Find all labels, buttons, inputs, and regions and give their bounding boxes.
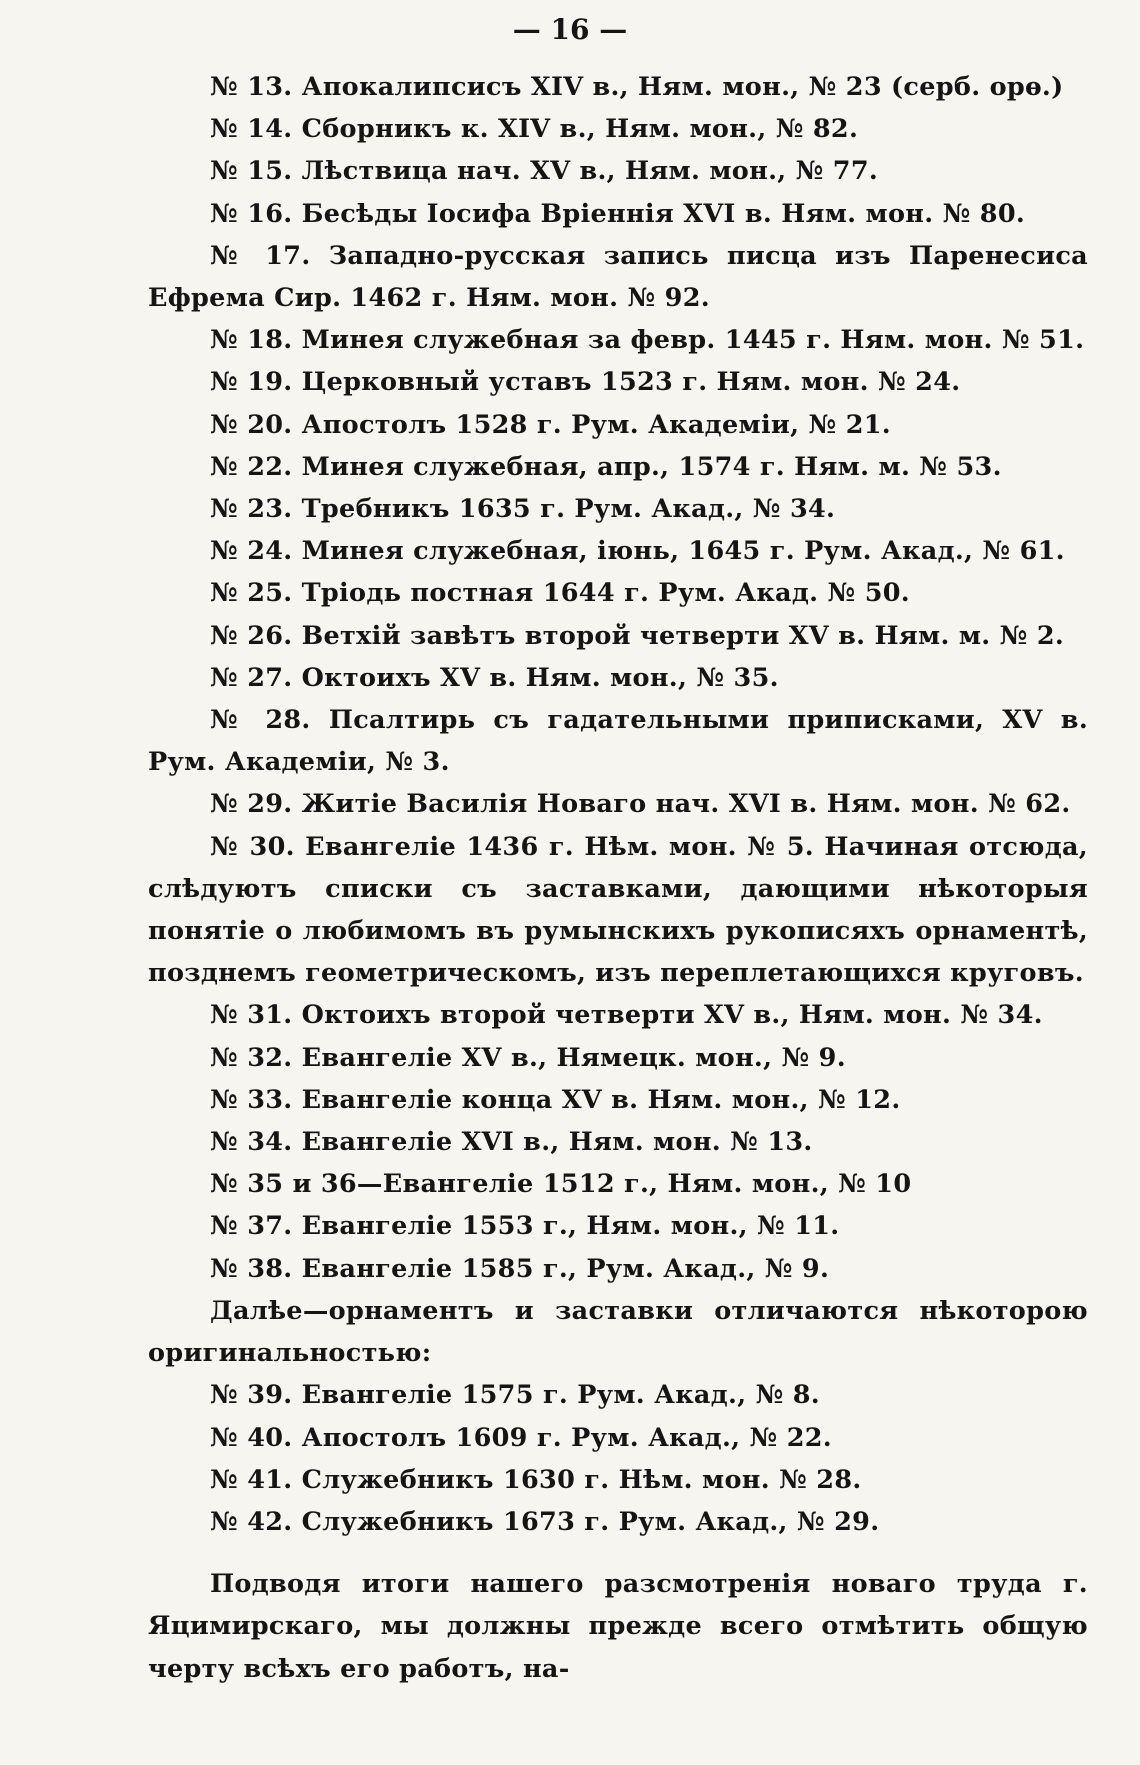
- list-item: № 26. Ветхій завѣтъ второй четверти XV в. Ням. м. № 2.: [210, 620, 1065, 651]
- list-item: № 20. Апостолъ 1528 г. Рум. Академіи, № 21.: [210, 409, 891, 440]
- list-item: № 32. Евангеліе XV в., Нямецк. мон., № 9.: [210, 1042, 846, 1073]
- list-item: № 42. Служебникъ 1673 г. Рум. Акад., № 29.: [210, 1506, 880, 1537]
- list-item: № 25. Тріодь постная 1644 г. Рум. Акад. № 50.: [210, 578, 910, 609]
- list-item: № 13. Апокалипсисъ XIV в., Ням. мон., № 23 (серб. орѳ.): [210, 72, 1064, 102]
- list-item: № 22. Минея служебная, апр., 1574 г. Ням. м. № 53.: [210, 451, 1002, 482]
- list-item: № 16. Бесѣды Іосифа Вріеннія XVI в. Ням. мон. № 80.: [210, 198, 1026, 229]
- list-item: № 14. Сборникъ к. XIV в., Ням. мон., № 82.: [210, 114, 859, 145]
- manuscript-list-a: [148, 66, 1088, 1290]
- list-item: № 34. Евангеліе XVI в., Ням. мон. № 13.: [210, 1127, 813, 1158]
- list-item: № 41. Служебникъ 1630 г. Нѣм. мон. № 28.: [210, 1464, 862, 1495]
- transition-paragraph: Далѣе—орнаментъ и заставки отличаются нѣкоторою оригинальностью:: [148, 1295, 1088, 1369]
- list-item: № 39. Евангеліе 1575 г. Рум. Акад., № 8.: [210, 1380, 820, 1411]
- list-item: № 35 и 36—Евангеліе 1512 г., Ням. мон., № 10: [210, 1169, 912, 1200]
- list-item: № 40. Апостолъ 1609 г. Рум. Акад., № 22.: [210, 1422, 832, 1453]
- list-item: № 31. Октоихъ второй четверти XV в., Ням. мон. № 34.: [210, 1000, 1043, 1031]
- list-item: № 30. Евангеліе 1436 г. Нѣм. мон. № 5. Начиная отсюда, слѣдуютъ списки съ заставками, дающими нѣкоторыя понятіе о любимомъ въ румынскихъ рукописяхъ орнаментѣ, позднемъ геометрическомъ, изъ переплетающихся круговъ.: [148, 831, 1088, 989]
- list-item: № 17. Западно-русская запись писца изъ Паренесиса Ефрема Сир. 1462 г. Ням. мон. № 92.: [148, 240, 1088, 314]
- list-item: № 33. Евангеліе конца XV в. Ням. мон., № 12.: [210, 1084, 901, 1115]
- list-item: № 18. Минея служебная за февр. 1445 г. Ням. мон. № 51.: [210, 325, 1085, 356]
- list-item: № 15. Лѣствица нач. XV в., Ням. мон., № 77.: [210, 156, 879, 187]
- closing-paragraph: Подводя итоги нашего разсмотренія новаго труда г. Яцимирскаго, мы должны прежде всего отмѣтить общую черту всѣхъ его работъ, на-: [148, 1569, 1088, 1684]
- list-item: № 23. Требникъ 1635 г. Рум. Акад., № 34.: [210, 494, 836, 525]
- page-number: — 16 —: [512, 13, 628, 46]
- manuscript-list-b: [148, 1374, 1088, 1543]
- list-item: № 29. Житіе Василія Новаго нач. XVI в. Ням. мон. № 62.: [210, 789, 1071, 820]
- list-item: № 27. Октоихъ XV в. Ням. мон., № 35.: [210, 662, 779, 693]
- list-item: № 19. Церковный уставъ 1523 г. Ням. мон. № 24.: [210, 367, 961, 398]
- list-item: № 28. Псалтирь съ гадательными приписками, XV в. Рум. Академіи, № 3.: [148, 705, 1088, 778]
- list-item: № 37. Евангеліе 1553 г., Ням. мон., № 11.: [210, 1211, 840, 1242]
- list-item: № 38. Евангеліе 1585 г., Рум. Акад., № 9.: [210, 1253, 830, 1284]
- list-item: № 24. Минея служебная, іюнь, 1645 г. Рум. Акад., № 61.: [210, 536, 1065, 567]
